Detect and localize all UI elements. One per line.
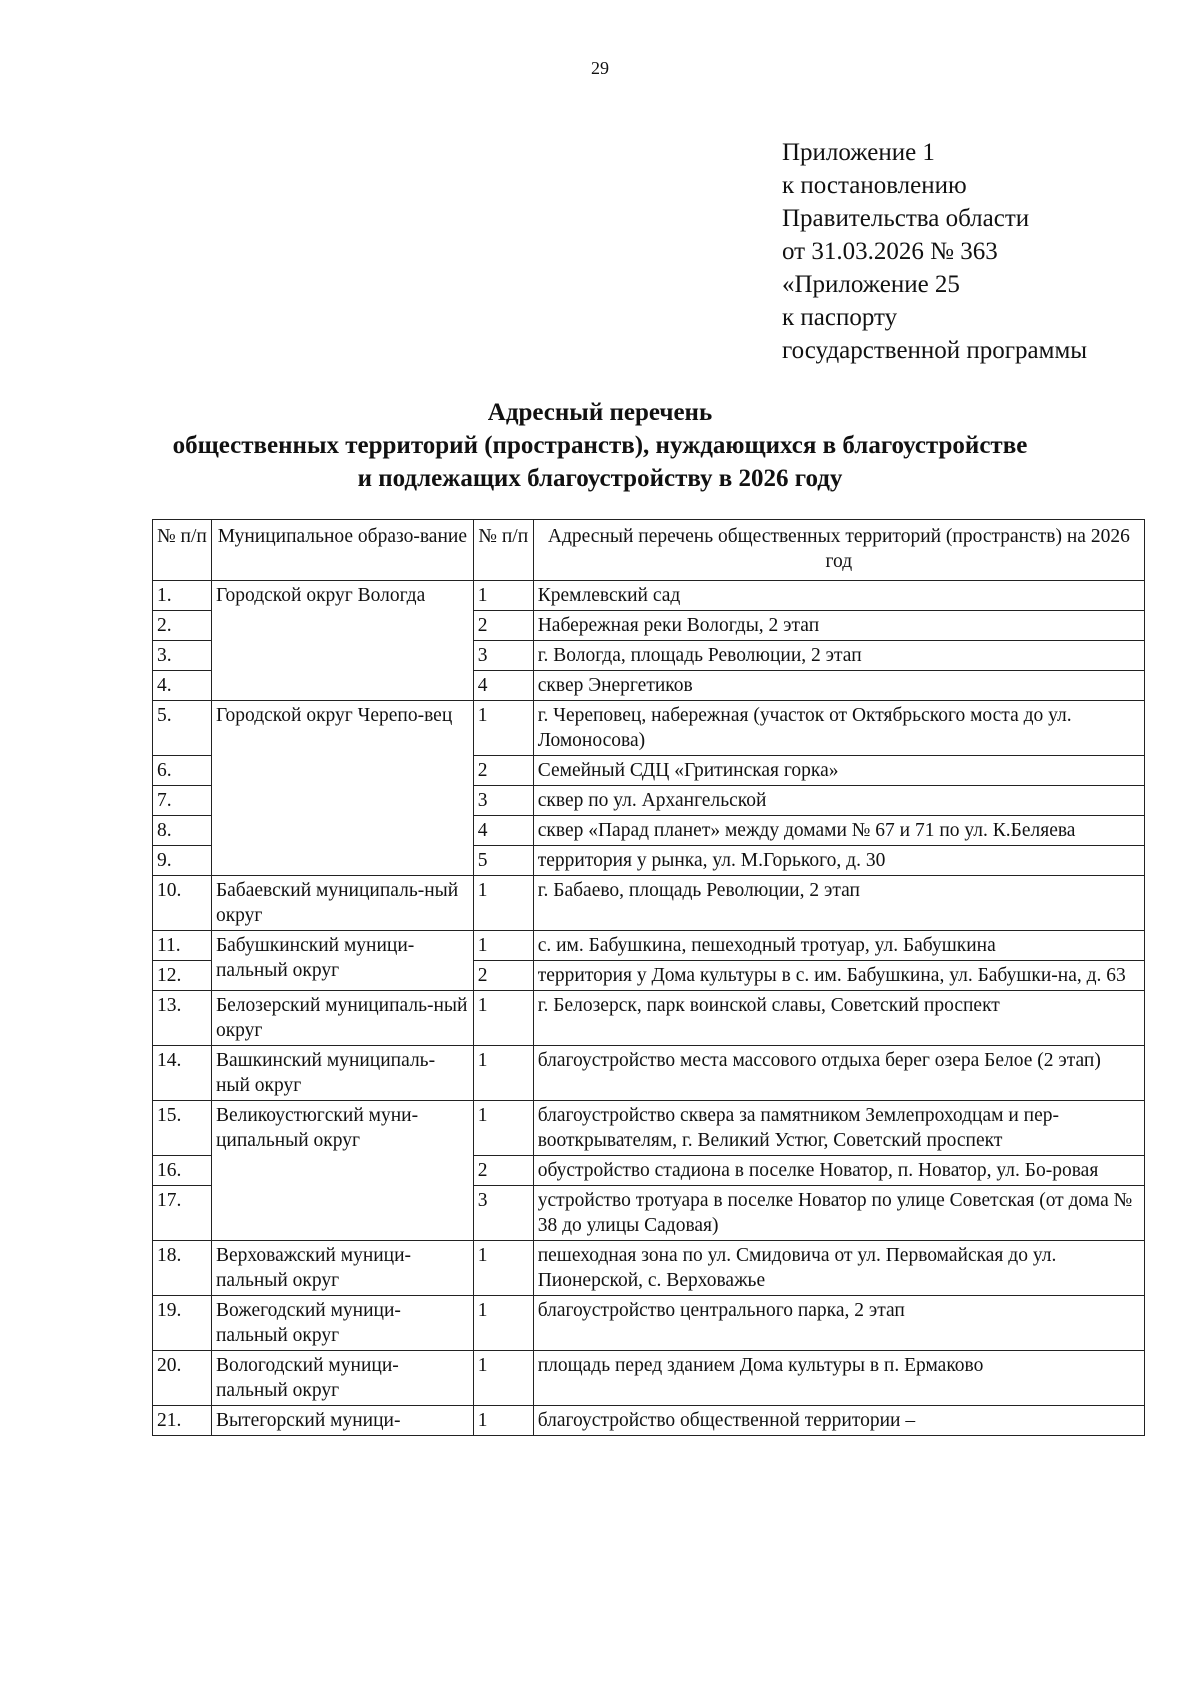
header-address-list: Адресный перечень общественных территорий (пространств) на 2026 год xyxy=(533,520,1144,581)
row-number: 11. xyxy=(153,931,212,961)
municipality-cell: Белозерский муниципаль-ный округ xyxy=(211,991,473,1046)
territory-address: сквер по ул. Архангельской xyxy=(533,786,1144,816)
sub-number: 5 xyxy=(473,846,533,876)
appendix-line: государственной программы xyxy=(782,337,1088,364)
municipality-cell: Вашкинский муниципаль-ный округ xyxy=(211,1046,473,1101)
appendix-line: от 31.03.2026 № 363 xyxy=(782,238,998,265)
table-body xyxy=(153,581,1145,1436)
document-title xyxy=(0,396,1200,495)
table-row xyxy=(153,1241,1145,1296)
row-number: 14. xyxy=(153,1046,212,1101)
table-row xyxy=(153,701,1145,756)
territory-address: г. Череповец, набережная (участок от Октябрьского моста до ул. Ломоносова) xyxy=(533,701,1144,756)
header-number: № п/п xyxy=(153,520,212,581)
appendix-line: к постановлению xyxy=(782,172,967,199)
municipality-cell: Городской округ Вологда xyxy=(211,581,473,701)
sub-number: 1 xyxy=(473,876,533,931)
table-row xyxy=(153,876,1145,931)
sub-number: 4 xyxy=(473,671,533,701)
territory-address: благоустройство общественной территории – xyxy=(533,1406,1144,1436)
row-number: 16. xyxy=(153,1156,212,1186)
row-number: 20. xyxy=(153,1351,212,1406)
municipality-cell: Бабушкинский муници-пальный округ xyxy=(211,931,473,991)
territory-address: площадь перед зданием Дома культуры в п. Ермаково xyxy=(533,1351,1144,1406)
territory-address: сквер «Парад планет» между домами № 67 и 71 по ул. К.Беляева xyxy=(533,816,1144,846)
row-number: 6. xyxy=(153,756,212,786)
table-row xyxy=(153,1046,1145,1101)
municipality-cell: Вожегодский муници-пальный округ xyxy=(211,1296,473,1351)
municipality-cell: Великоустюгский муни-ципальный округ xyxy=(211,1101,473,1241)
sub-number: 2 xyxy=(473,611,533,641)
territory-address: территория у Дома культуры в с. им. Бабушкина, ул. Бабушки-на, д. 63 xyxy=(533,961,1144,991)
table-row xyxy=(153,581,1145,611)
sub-number: 1 xyxy=(473,991,533,1046)
title-line: общественных территорий (пространств), нуждающихся в благоустройстве xyxy=(172,432,1028,459)
territory-address: территория у рынка, ул. М.Горького, д. 30 xyxy=(533,846,1144,876)
territory-address: Кремлевский сад xyxy=(533,581,1144,611)
row-number: 4. xyxy=(153,671,212,701)
sub-number: 1 xyxy=(473,931,533,961)
table-row xyxy=(153,991,1145,1046)
sub-number: 1 xyxy=(473,1241,533,1296)
sub-number: 1 xyxy=(473,1406,533,1436)
territory-address: устройство тротуара в поселке Новатор по улице Советская (от дома № 38 до улицы Садовая) xyxy=(533,1186,1144,1241)
sub-number: 2 xyxy=(473,961,533,991)
table-row xyxy=(153,1101,1145,1156)
territory-address: Набережная реки Вологды, 2 этап xyxy=(533,611,1144,641)
territory-address: благоустройство места массового отдыха берег озера Белое (2 этап) xyxy=(533,1046,1144,1101)
title-line: Адресный перечень xyxy=(487,399,713,426)
table-row xyxy=(153,1296,1145,1351)
sub-number: 3 xyxy=(473,1186,533,1241)
page-number: 29 xyxy=(591,58,609,78)
row-number: 19. xyxy=(153,1296,212,1351)
territory-address: обустройство стадиона в поселке Новатор, п. Новатор, ул. Бо-ровая xyxy=(533,1156,1144,1186)
territory-address: г. Вологда, площадь Революции, 2 этап xyxy=(533,641,1144,671)
row-number: 21. xyxy=(153,1406,212,1436)
row-number: 9. xyxy=(153,846,212,876)
appendix-line: «Приложение 25 xyxy=(782,271,960,298)
municipality-cell: Верховажский муници-пальный округ xyxy=(211,1241,473,1296)
sub-number: 1 xyxy=(473,1296,533,1351)
header-municipality: Муниципальное образо-вание xyxy=(211,520,473,581)
sub-number: 4 xyxy=(473,816,533,846)
sub-number: 3 xyxy=(473,786,533,816)
sub-number: 2 xyxy=(473,1156,533,1186)
table-row xyxy=(153,931,1145,961)
territory-address: сквер Энергетиков xyxy=(533,671,1144,701)
municipality-cell: Городской округ Черепо-вец xyxy=(211,701,473,876)
row-number: 12. xyxy=(153,961,212,991)
appendix-block xyxy=(782,136,1087,367)
territory-address: г. Бабаево, площадь Революции, 2 этап xyxy=(533,876,1144,931)
sub-number: 1 xyxy=(473,1351,533,1406)
municipality-cell: Вологодский муници-пальный округ xyxy=(211,1351,473,1406)
sub-number: 1 xyxy=(473,701,533,756)
territory-address: благоустройство сквера за памятником Землепроходцам и пер-вооткрывателям, г. Великий Устюг, Советский проспект xyxy=(533,1101,1144,1156)
row-number: 15. xyxy=(153,1101,212,1156)
header-sub-number: № п/п xyxy=(473,520,533,581)
row-number: 8. xyxy=(153,816,212,846)
sub-number: 3 xyxy=(473,641,533,671)
row-number: 10. xyxy=(153,876,212,931)
table-header-row xyxy=(153,520,1145,581)
row-number: 5. xyxy=(153,701,212,756)
row-number: 18. xyxy=(153,1241,212,1296)
sub-number: 1 xyxy=(473,1046,533,1101)
territory-address: г. Белозерск, парк воинской славы, Советский проспект xyxy=(533,991,1144,1046)
sub-number: 1 xyxy=(473,581,533,611)
territory-address: благоустройство центрального парка, 2 этап xyxy=(533,1296,1144,1351)
row-number: 1. xyxy=(153,581,212,611)
appendix-line: Правительства области xyxy=(782,205,1030,232)
row-number: 2. xyxy=(153,611,212,641)
territory-address: пешеходная зона по ул. Смидовича от ул. Первомайская до ул. Пионерской, с. Верховажье xyxy=(533,1241,1144,1296)
territory-address: Семейный СДЦ «Гритинская горка» xyxy=(533,756,1144,786)
municipality-cell: Бабаевский муниципаль-ный округ xyxy=(211,876,473,931)
address-list-table xyxy=(152,519,1145,1436)
sub-number: 1 xyxy=(473,1101,533,1156)
table-row xyxy=(153,1406,1145,1436)
row-number: 13. xyxy=(153,991,212,1046)
row-number: 7. xyxy=(153,786,212,816)
row-number: 3. xyxy=(153,641,212,671)
territory-address: с. им. Бабушкина, пешеходный тротуар, ул. Бабушкина xyxy=(533,931,1144,961)
appendix-line: Приложение 1 xyxy=(782,139,935,166)
appendix-line: к паспорту xyxy=(782,304,898,331)
table-row xyxy=(153,1351,1145,1406)
sub-number: 2 xyxy=(473,756,533,786)
title-line: и подлежащих благоустройству в 2026 году xyxy=(357,465,843,492)
row-number: 17. xyxy=(153,1186,212,1241)
municipality-cell: Вытегорский муници- xyxy=(211,1406,473,1436)
